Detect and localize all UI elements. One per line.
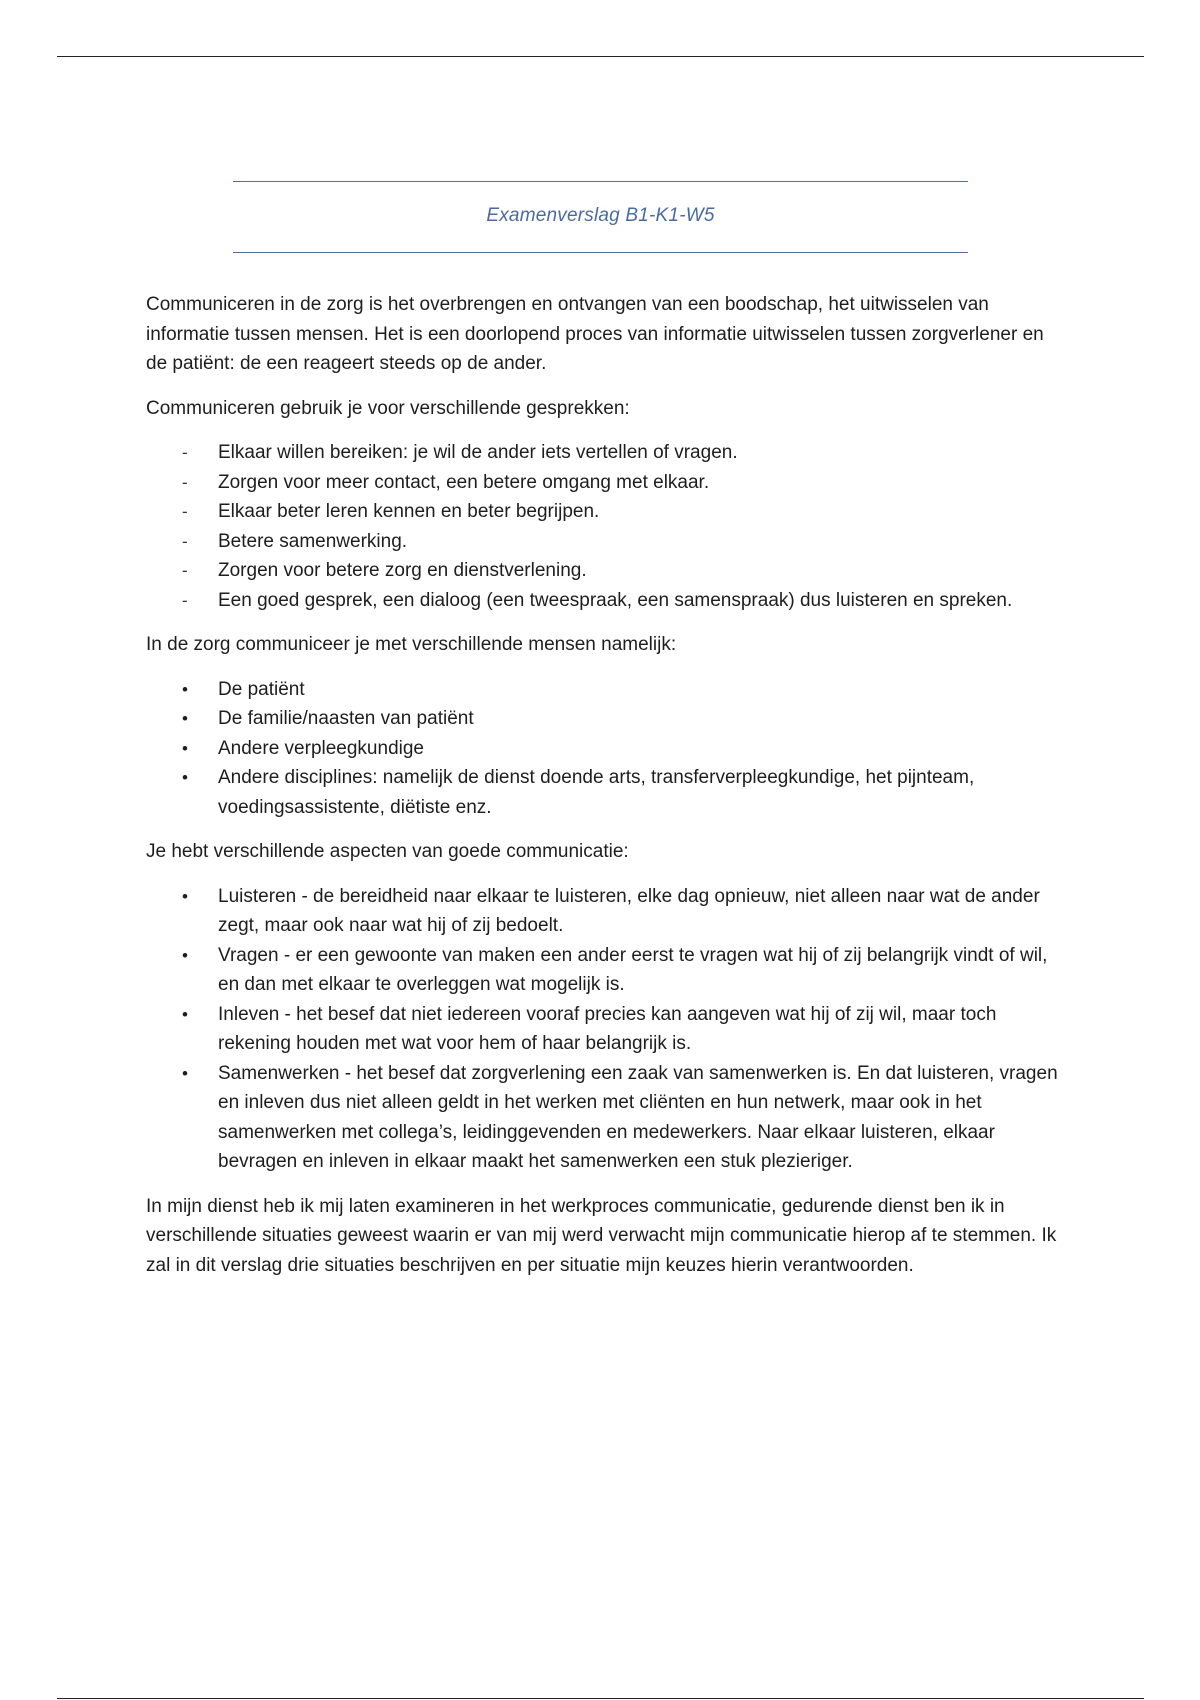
list-item: - Zorgen voor betere zorg en dienstverlening. [146, 556, 1066, 586]
list-item: • De patiënt [146, 675, 1066, 705]
dash-marker: - [182, 443, 188, 462]
people-list [146, 675, 1066, 823]
list-item: • Luisteren - de bereidheid naar elkaar te luisteren, elke dag opnieuw, niet alleen naar wat de ander zegt, maar ook naar wat hij of zij bedoelt. [146, 882, 1066, 941]
page-footer-rule [57, 1698, 1144, 1699]
list-item: - Een goed gesprek, een dialoog (een tweespraak, een samenspraak) dus luisteren en spreken. [146, 586, 1066, 616]
closing-paragraph: In mijn dienst heb ik mij laten examineren in het werkproces communicatie, gedurende dienst ben ik in verschillende situaties geweest waarin er van mij werd verwacht mijn communicatie hierop af te stemmen. Ik zal in dit verslag drie situaties beschrijven en per situatie mijn keuzes hierin verantwoorden. [146, 1195, 1057, 1276]
dash-marker: - [182, 590, 188, 610]
conversations-intro: Communiceren gebruik je voor verschillende gesprekken: [146, 397, 630, 419]
document-body [146, 290, 1066, 1295]
bullet-marker: • [182, 709, 188, 728]
list-item: - Elkaar beter leren kennen en beter begrijpen. [146, 497, 1066, 527]
document-title: Examenverslag B1-K1-W5 [486, 205, 715, 226]
list-item: • Vragen - er een gewoonte van maken een ander eerst te vragen wat hij of zij belangrijk vindt of wil, en dan met elkaar te overleggen wat mogelijk is. [146, 941, 1066, 1000]
list-item: - Zorgen voor meer contact, een betere omgang met elkaar. [146, 468, 1066, 498]
dash-marker: - [182, 531, 188, 551]
dash-marker: - [182, 502, 188, 521]
bullet-marker: • [182, 886, 188, 906]
aspects-intro: Je hebt verschillende aspecten van goede communicatie: [146, 841, 629, 862]
bullet-marker: • [182, 738, 188, 758]
page-header-rule [57, 56, 1144, 57]
conversation-list [146, 438, 1066, 615]
people-intro: In de zorg communiceer je met verschillende mensen namelijk: [146, 634, 677, 655]
bullet-marker: • [182, 945, 188, 965]
bullet-marker: • [182, 679, 188, 699]
list-item: - Betere samenwerking. [146, 527, 1066, 557]
list-item: • Inleven - het besef dat niet iedereen vooraf precies kan aangeven wat hij of zij wil, maar toch rekening houden met wat voor hem of haar belangrijk is. [146, 1000, 1066, 1059]
list-item: • Andere verpleegkundige [146, 734, 1066, 764]
list-item: • Andere disciplines: namelijk de dienst doende arts, transferverpleegkundige, het pijnteam, voedingsassistente, diëtiste enz. [146, 763, 1066, 822]
list-item: • Samenwerken - het besef dat zorgverlening een zaak van samenwerken is. En dat luisteren, vragen en inleven dus niet alleen geldt in het werken met cliënten en hun netwerk, maar ook in het samenwerken met collega’s, leidinggevenden en medewerkers. Naar elkaar luisteren, elkaar bevragen en inleven in elkaar maakt het samenwerken een stuk plezieriger. [146, 1059, 1066, 1177]
title-block [233, 181, 968, 253]
dash-marker: - [182, 561, 188, 580]
list-item: - Elkaar willen bereiken: je wil de ander iets vertellen of vragen. [146, 438, 1066, 468]
list-item: • De familie/naasten van patiënt [146, 704, 1066, 734]
dash-marker: - [182, 472, 188, 492]
bullet-marker: • [182, 768, 188, 787]
aspects-list [146, 882, 1066, 1177]
bullet-marker: • [182, 1004, 188, 1024]
bullet-marker: • [182, 1063, 188, 1083]
intro-paragraph: Communiceren in de zorg is het overbrengen en ontvangen van een boodschap, het uitwisselen van informatie tussen mensen. Het is een doorlopend proces van informatie uitwisselen tussen zorgverlener en de patiënt: de een reageert steeds op de ander. [146, 294, 1044, 374]
